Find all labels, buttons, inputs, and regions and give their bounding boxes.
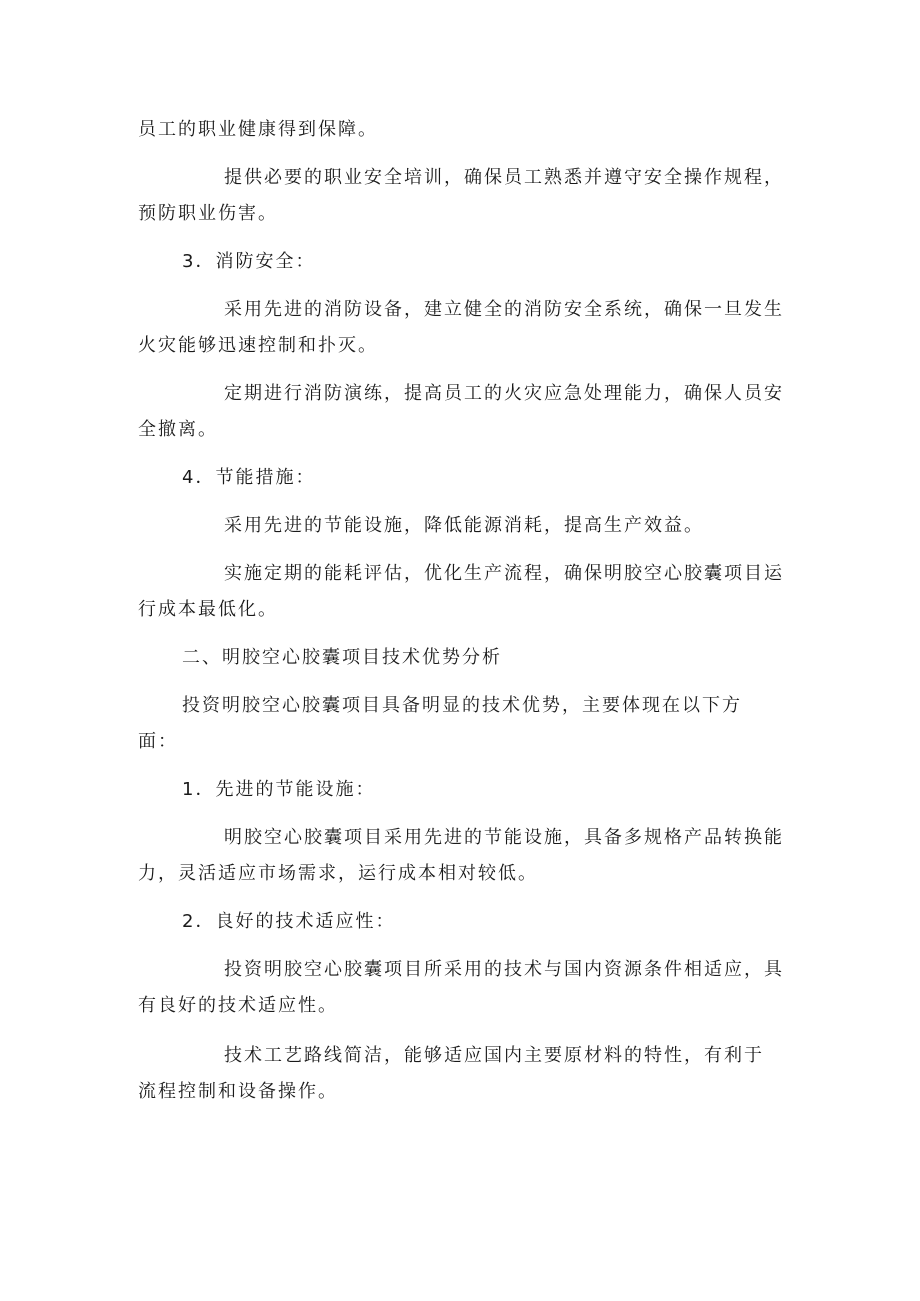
heading-advanced-energy: 1．先进的节能设施： — [182, 779, 376, 800]
section-heading-tech-advantage: 二、明胶空心胶囊项目技术优势分析 — [182, 647, 502, 668]
paragraph-safety-training: 提供必要的职业安全培训，确保员工熟悉并遵守安全操作规程，预防职业伤害。 — [138, 167, 784, 224]
paragraph-tech-intro: 投资明胶空心胶囊项目具备明显的技术优势，主要体现在以下方面： — [138, 695, 742, 752]
paragraph-advanced-energy: 明胶空心胶囊项目采用先进的节能设施，具备多规格产品转换能力，灵活适应市场需求，运行成本相对较低。 — [138, 827, 784, 884]
paragraph-continuation: 员工的职业健康得到保障。 — [138, 119, 378, 140]
paragraph-fire-drill: 定期进行消防演练，提高员工的火灾应急处理能力，确保人员安全撤离。 — [138, 383, 784, 440]
document-body — [138, 112, 788, 1110]
paragraph-fire-equipment: 采用先进的消防设备，建立健全的消防安全系统，确保一旦发生火灾能够迅速控制和扑灭。 — [138, 299, 784, 356]
heading-fire-safety: 3．消防安全： — [182, 251, 316, 272]
heading-tech-adaptability: 2．良好的技术适应性： — [182, 911, 396, 932]
heading-energy-saving: 4．节能措施： — [182, 467, 316, 488]
paragraph-energy-evaluation: 实施定期的能耗评估，优化生产流程，确保明胶空心胶囊项目运行成本最低化。 — [138, 563, 784, 620]
paragraph-energy-facilities: 采用先进的节能设施，降低能源消耗，提高生产效益。 — [224, 515, 704, 536]
paragraph-tech-adaptability: 投资明胶空心胶囊项目所采用的技术与国内资源条件相适应，具有良好的技术适应性。 — [138, 959, 784, 1016]
paragraph-process-route: 技术工艺路线简洁，能够适应国内主要原材料的特性，有利于流程控制和设备操作。 — [138, 1045, 764, 1102]
